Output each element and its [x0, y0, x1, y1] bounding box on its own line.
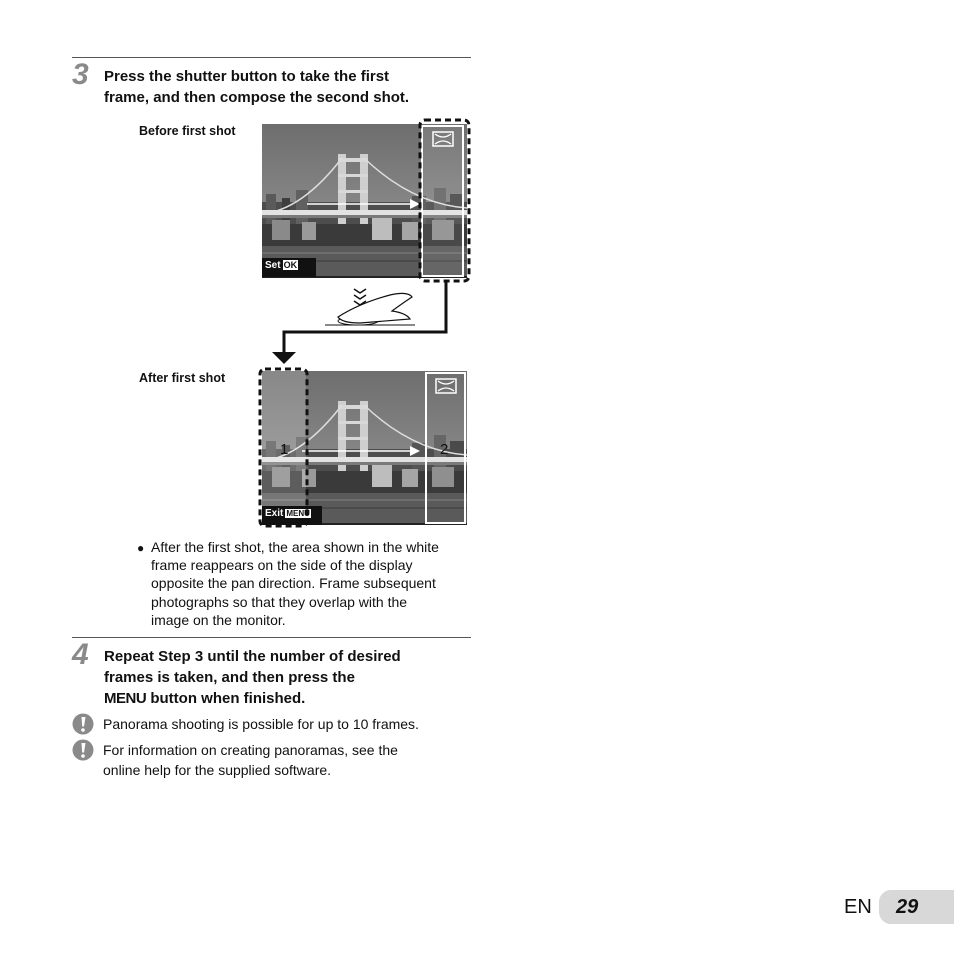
note-line-2: frame reappears on the side of the display — [151, 557, 413, 574]
note-line-1: After the first shot, the area shown in the white — [151, 539, 439, 555]
step4-heading-line2: frames is taken, and then press the — [104, 669, 355, 686]
caution-icon — [72, 739, 94, 761]
set-label: Set — [265, 260, 281, 271]
step3-heading-line2: frame, and then compose the second shot. — [104, 89, 410, 106]
down-arrow-icon — [272, 352, 296, 364]
caution-icon — [72, 713, 94, 735]
step3-heading-line1: Press the shutter button to take the first — [104, 68, 390, 85]
menu-button-word: MENU — [104, 690, 147, 707]
after-first-shot-label: After first shot — [139, 371, 226, 385]
language-label: EN — [844, 896, 872, 918]
note-bullet: ● — [137, 541, 145, 555]
page-number: 29 — [896, 896, 919, 918]
step4-line3-rest: button when finished. — [146, 690, 306, 707]
step4-rule — [72, 637, 471, 638]
note-line-3: opposite the pan direction. Frame subsequent — [151, 575, 436, 592]
note-line-5: image on the monitor. — [151, 611, 286, 628]
step4-number: 4 — [72, 638, 89, 671]
step4-heading — [104, 646, 401, 709]
note-text — [151, 538, 476, 629]
frame-highlight-dashed — [418, 118, 472, 284]
step3-number: 3 — [72, 58, 89, 91]
flow-arrow — [270, 278, 450, 368]
caution-text-1 — [103, 715, 419, 735]
caution-text-2 — [103, 741, 398, 780]
step3-rule — [72, 57, 471, 58]
caution-1-line-1: Panorama shooting is possible for up to 10 frames. — [103, 716, 419, 732]
step4-heading-line1: Repeat Step 3 until the number of desired — [104, 648, 401, 665]
exit-label: Exit — [265, 508, 284, 519]
caution-2-line-1: For information on creating panoramas, see the — [103, 742, 398, 758]
set-ok-badge — [262, 258, 316, 277]
ok-label: OK — [283, 260, 298, 270]
overlap-highlight-dashed — [258, 367, 310, 529]
before-first-shot-label: Before first shot — [139, 124, 236, 138]
frame-number-2: 2 — [440, 441, 449, 458]
caution-2-line-2: online help for the supplied software. — [103, 761, 332, 778]
note-line-4: photographs so that they overlap with the — [151, 593, 408, 610]
frame-number-1: 1 — [280, 441, 289, 458]
menu-label: MENU — [286, 509, 310, 518]
step3-heading — [104, 66, 409, 108]
step4-heading-line3 — [104, 688, 401, 709]
